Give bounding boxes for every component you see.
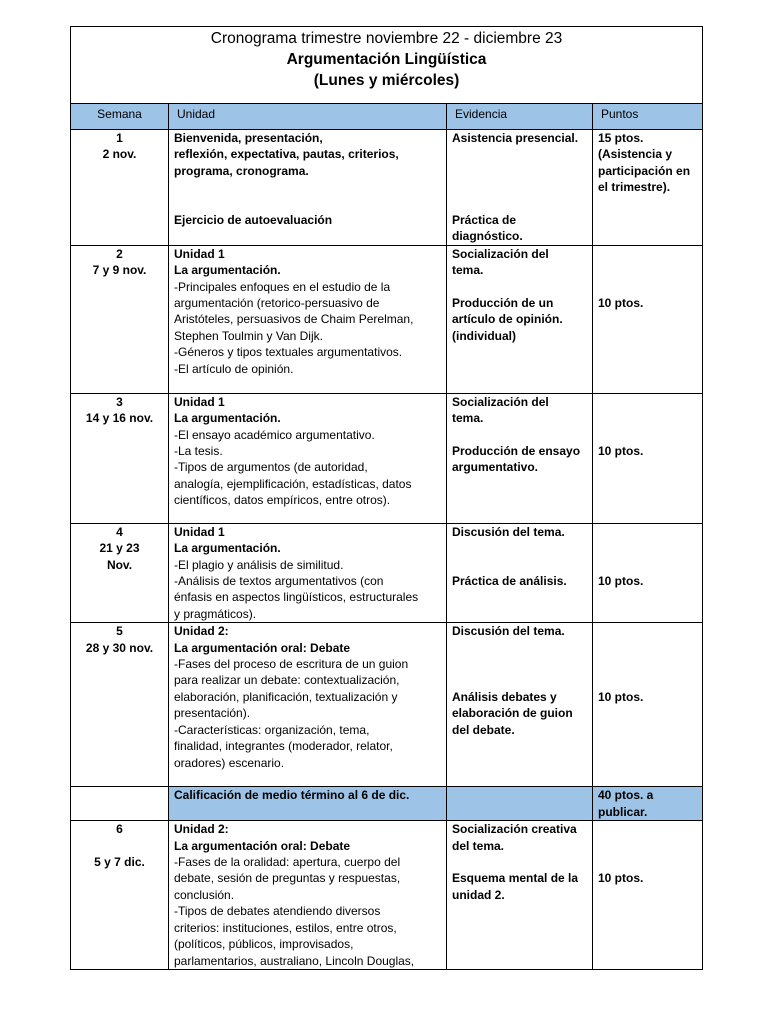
- unit-line: elaboración, planificación, textualización y: [174, 689, 398, 704]
- table-row: [71, 245, 703, 393]
- evidence-line: tema.: [452, 263, 484, 278]
- title-cell: [71, 27, 703, 104]
- midterm-points-cell: [593, 787, 703, 821]
- unit-line: científicos, datos empíricos, entre otros).: [174, 493, 391, 508]
- unit-line: énfasis en aspectos lingüísticos, estructurales: [174, 590, 419, 605]
- week-cell: [71, 523, 169, 622]
- course-title: Argumentación Lingüística: [286, 51, 487, 68]
- unit-line: Ejercicio de autoevaluación: [174, 213, 333, 228]
- evidence-line: Práctica de análisis.: [452, 574, 567, 589]
- unit-line: programa, cronograma.: [174, 163, 309, 178]
- points-value: 10 ptos.: [598, 444, 644, 458]
- table-row: [71, 821, 703, 970]
- midterm-evidence-cell: [447, 787, 593, 821]
- unit-subtitle: La argumentación oral: Debate: [174, 640, 351, 655]
- evidence-line: Asistencia presencial.: [452, 131, 579, 145]
- week-cell: [71, 821, 169, 970]
- schedule-document: [70, 26, 702, 970]
- evidence-line: Producción de un: [452, 296, 554, 311]
- unit-line: reflexión, expectativa, pautas, criterios,: [174, 147, 399, 162]
- unit-line: -La tesis.: [174, 444, 223, 459]
- points-cell: [593, 245, 703, 393]
- points-value: 10 ptos.: [598, 689, 644, 704]
- unit-line: -El ensayo académico argumentativo.: [174, 427, 375, 442]
- evidence-line: Socialización del: [452, 246, 549, 261]
- document-title: Cronograma trimestre noviembre 22 - diciembre 23: [210, 30, 563, 47]
- unit-title: Unidad 1: [174, 524, 225, 539]
- table-row: [71, 130, 703, 246]
- unit-line: -Fases del proceso de escritura de un guion: [174, 657, 409, 672]
- table-row: [71, 623, 703, 787]
- unit-line: presentación).: [174, 706, 251, 721]
- points-line: 40 ptos. a: [598, 788, 654, 803]
- unit-subtitle: La argumentación oral: Debate: [174, 838, 351, 853]
- midterm-cell: [169, 787, 447, 821]
- evidence-cell: [447, 623, 593, 787]
- unit-line: -Tipos de debates atendiendo diversos: [174, 904, 381, 919]
- midterm-label: Calificación de medio término al 6 de dic.: [174, 788, 410, 803]
- evidence-line: Producción de ensayo: [452, 444, 581, 459]
- unit-line: (políticos, públicos, improvisados,: [174, 937, 354, 952]
- evidence-cell: [447, 130, 593, 246]
- unit-line: Aristóteles, persuasivos de Chaim Perelman,: [174, 312, 414, 327]
- evidence-line: Socialización del: [452, 394, 549, 409]
- unit-cell: [169, 523, 447, 622]
- points-cell: [593, 393, 703, 523]
- unit-line: -El artículo de opinión.: [174, 361, 294, 376]
- evidence-line: diagnóstico.: [452, 229, 523, 244]
- points-line: (Asistencia y: [598, 147, 673, 162]
- evidence-line: Práctica de: [452, 213, 517, 227]
- unit-line: parlamentarios, australiano, Lincoln Douglas,: [174, 953, 415, 968]
- week-number: 4: [116, 524, 123, 539]
- evidence-line: unidad 2.: [452, 887, 505, 902]
- unit-line: argumentación (retorico-persuasivo de: [174, 296, 380, 311]
- evidence-line: Discusión del tema.: [452, 524, 565, 539]
- unit-line: oradores) escenario.: [174, 755, 285, 770]
- midterm-row: [71, 787, 703, 821]
- course-schedule-days: (Lunes y miércoles): [313, 72, 460, 89]
- evidence-line: (individual): [452, 328, 516, 343]
- week-number: 5: [116, 624, 123, 639]
- week-dates: 7 y 9 nov.: [92, 263, 147, 278]
- unit-line: -Géneros y tipos textuales argumentativos.: [174, 345, 403, 360]
- week-cell: [71, 393, 169, 523]
- week-dates: Nov.: [106, 557, 133, 572]
- unit-cell: [169, 623, 447, 787]
- points-line: participación en: [598, 163, 691, 178]
- points-cell: [593, 623, 703, 787]
- points-line: el trimestre).: [598, 180, 671, 195]
- title-row: [71, 27, 703, 104]
- week-cell: [71, 623, 169, 787]
- unit-line: -Principales enfoques en el estudio de la: [174, 279, 391, 294]
- evidence-cell: [447, 523, 593, 622]
- unit-line: para realizar un debate: contextualización,: [174, 673, 400, 688]
- week-number: 3: [116, 394, 123, 409]
- week-number: 1: [116, 131, 123, 145]
- schedule-table: [70, 26, 703, 970]
- unit-line: -Características: organización, tema,: [174, 722, 370, 737]
- evidence-line: artículo de opinión.: [452, 312, 563, 327]
- evidence-line: Análisis debates y: [452, 689, 557, 704]
- header-puntos: Puntos: [593, 104, 703, 130]
- unit-line: analogía, ejemplificación, estadísticas, datos: [174, 476, 412, 491]
- unit-line: -Tipos de argumentos (de autoridad,: [174, 460, 368, 475]
- unit-line: conclusión.: [174, 887, 235, 902]
- points-value: 10 ptos.: [598, 574, 644, 588]
- unit-line: -Análisis de textos argumentativos (con: [174, 574, 384, 589]
- evidence-cell: [447, 393, 593, 523]
- week-dates: 5 y 7 dic.: [94, 855, 145, 870]
- evidence-line: Discusión del tema.: [452, 624, 565, 639]
- week-number: 2: [116, 246, 123, 261]
- week-dates: 21 y 23: [99, 541, 140, 556]
- unit-line: Bienvenida, presentación,: [174, 131, 323, 145]
- unit-subtitle: La argumentación.: [174, 541, 281, 556]
- points-value: 10 ptos.: [598, 871, 644, 886]
- evidence-cell: [447, 821, 593, 970]
- evidence-line: del tema.: [452, 838, 505, 853]
- unit-title: Unidad 1: [174, 394, 225, 409]
- unit-line: Stephen Toulmin y Van Dijk.: [174, 328, 323, 343]
- unit-line: -Fases de la oralidad: apertura, cuerpo del: [174, 855, 401, 870]
- evidence-line: Socialización creativa: [452, 822, 577, 837]
- unit-title: Unidad 2:: [174, 822, 229, 837]
- evidence-line: elaboración de guion: [452, 706, 573, 721]
- table-row: [71, 393, 703, 523]
- midterm-empty-cell: [71, 787, 169, 821]
- evidence-line: del debate.: [452, 722, 515, 737]
- unit-subtitle: La argumentación.: [174, 263, 281, 278]
- week-dates: 2 nov.: [102, 147, 137, 162]
- points-value: 10 ptos.: [598, 296, 644, 310]
- table-row: [71, 523, 703, 622]
- points-cell: [593, 130, 703, 246]
- unit-cell: [169, 130, 447, 246]
- week-dates: 14 y 16 nov.: [85, 411, 154, 426]
- week-number: 6: [116, 822, 123, 837]
- unit-line: criterios: instituciones, estilos, entre otros,: [174, 920, 397, 935]
- points-cell: [593, 523, 703, 622]
- unit-line: finalidad, integrantes (moderador, relator,: [174, 739, 393, 754]
- unit-title: Unidad 1: [174, 246, 225, 261]
- points-cell: [593, 821, 703, 970]
- unit-line: y pragmáticos).: [174, 606, 257, 621]
- points-line: publicar.: [598, 804, 648, 819]
- evidence-line: argumentativo.: [452, 460, 539, 475]
- points-line: 15 ptos.: [598, 131, 644, 145]
- header-unidad: Unidad: [169, 104, 447, 130]
- week-dates: 28 y 30 nov.: [85, 640, 154, 655]
- week-cell: [71, 245, 169, 393]
- unit-line: -El plagio y análisis de similitud.: [174, 557, 344, 572]
- unit-line: debate, sesión de preguntas y respuestas,: [174, 871, 401, 886]
- evidence-line: Esquema mental de la: [452, 871, 579, 886]
- header-evidencia: Evidencia: [447, 104, 593, 130]
- header-semana: Semana: [71, 104, 169, 130]
- unit-cell: [169, 245, 447, 393]
- unit-cell: [169, 821, 447, 970]
- week-cell: [71, 130, 169, 246]
- unit-subtitle: La argumentación.: [174, 411, 281, 426]
- unit-title: Unidad 2:: [174, 624, 229, 639]
- evidence-line: tema.: [452, 411, 484, 426]
- evidence-cell: [447, 245, 593, 393]
- unit-cell: [169, 393, 447, 523]
- header-row: [71, 104, 703, 130]
